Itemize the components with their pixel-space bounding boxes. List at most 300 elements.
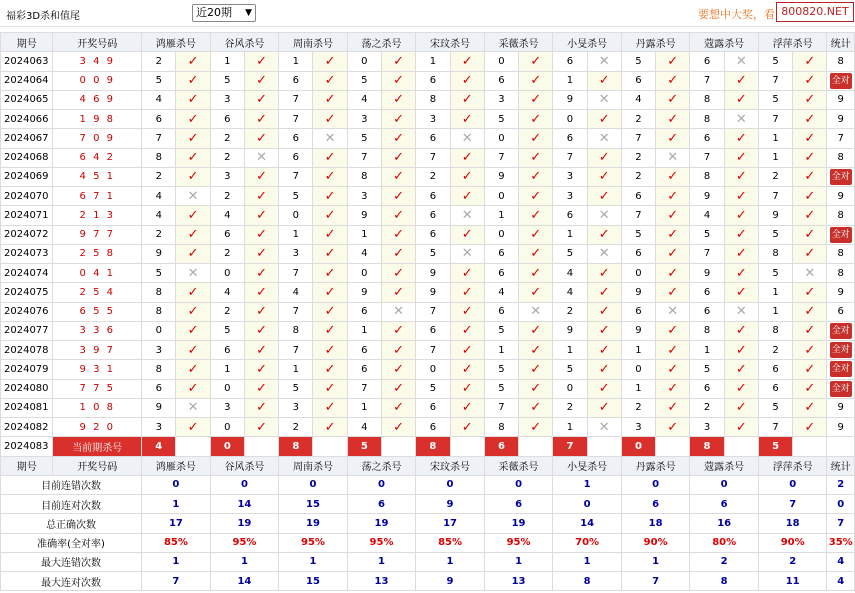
kill-digit-cell: 5 — [690, 360, 724, 379]
kill-digit-cell: 6 — [621, 302, 655, 321]
check-icon: ✓ — [793, 283, 827, 302]
column-header: 浮萍杀号 — [758, 456, 827, 475]
kill-digit-cell: 5 — [621, 52, 655, 71]
check-icon: ✓ — [519, 71, 553, 90]
check-icon: ✓ — [176, 341, 210, 360]
kill-digit-cell: 7 — [621, 129, 655, 148]
check-icon: ✓ — [382, 148, 416, 167]
stats-value: 85% — [416, 533, 485, 552]
stats-value: 0 — [827, 495, 855, 514]
kill-digit-cell: 1 — [416, 52, 450, 71]
check-icon: ✓ — [450, 110, 484, 129]
kill-digit-cell: 5 — [758, 225, 792, 244]
kill-digit-cell: 5 — [690, 225, 724, 244]
table-row — [1, 418, 855, 437]
check-icon: ✓ — [176, 90, 210, 109]
kill-table — [0, 32, 855, 591]
period-cell: 2024079 — [1, 360, 53, 379]
kill-digit-cell: 3 — [210, 398, 244, 417]
stats-value: 14 — [210, 495, 279, 514]
table-row — [1, 148, 855, 167]
kill-digit-cell: 6 — [416, 129, 450, 148]
table-row — [1, 283, 855, 302]
kill-digit-cell: 5 — [484, 379, 518, 398]
period-cell: 2024072 — [1, 225, 53, 244]
column-header: 谷风杀号 — [210, 456, 279, 475]
kill-digit-cell: 2 — [210, 187, 244, 206]
stats-value: 0 — [690, 475, 759, 494]
cross-icon: ✕ — [382, 302, 416, 321]
stats-value: 95% — [210, 533, 279, 552]
kill-digit-cell: 0 — [347, 52, 381, 71]
check-icon: ✓ — [313, 341, 347, 360]
column-header: 蔻露杀号 — [690, 33, 759, 52]
draw-number-cell: 6 7 1 — [53, 187, 142, 206]
check-icon: ✓ — [587, 225, 621, 244]
kill-digit-cell: 6 — [553, 206, 587, 225]
stats-value: 15 — [279, 495, 348, 514]
check-icon: ✓ — [313, 398, 347, 417]
check-icon: ✓ — [793, 225, 827, 244]
kill-digit-cell: 7 — [279, 302, 313, 321]
check-icon: ✓ — [656, 71, 690, 90]
column-header: 蔻露杀号 — [690, 456, 759, 475]
period-cell: 2024070 — [1, 187, 53, 206]
stats-value: 14 — [210, 572, 279, 591]
stats-value: 8 — [690, 572, 759, 591]
check-icon: ✓ — [382, 71, 416, 90]
check-icon: ✓ — [244, 129, 278, 148]
empty-cell — [519, 437, 553, 456]
kill-digit-cell: 2 — [553, 302, 587, 321]
draw-number-cell: 6 5 5 — [53, 302, 142, 321]
stats-value: 2 — [827, 475, 855, 494]
stat-cell: 9 — [827, 187, 855, 206]
cross-icon: ✕ — [450, 244, 484, 263]
check-icon: ✓ — [176, 52, 210, 71]
check-icon: ✓ — [244, 187, 278, 206]
kill-digit-cell: 4 — [347, 418, 381, 437]
draw-number-cell: 9 7 7 — [53, 225, 142, 244]
check-icon: ✓ — [656, 187, 690, 206]
column-header: 荡之杀号 — [347, 456, 416, 475]
kill-digit-cell: 7 — [279, 264, 313, 283]
check-icon: ✓ — [587, 283, 621, 302]
check-icon: ✓ — [724, 360, 758, 379]
check-icon: ✓ — [724, 148, 758, 167]
draw-number-cell: 4 5 1 — [53, 167, 142, 186]
empty-cell — [382, 437, 416, 456]
kill-digit-cell: 1 — [553, 341, 587, 360]
stat-cell: 9 — [827, 110, 855, 129]
stats-label: 准确率(全对率) — [1, 533, 142, 552]
draw-number-cell: 3 4 9 — [53, 52, 142, 71]
check-icon: ✓ — [519, 283, 553, 302]
check-icon: ✓ — [176, 129, 210, 148]
check-icon: ✓ — [450, 341, 484, 360]
kill-digit-cell: 1 — [758, 302, 792, 321]
draw-number-cell: 7 0 9 — [53, 129, 142, 148]
kill-digit-cell: 5 — [758, 264, 792, 283]
kill-digit-cell: 3 — [690, 418, 724, 437]
stats-value: 7 — [142, 572, 211, 591]
column-header: 开奖号码 — [53, 456, 142, 475]
check-icon: ✓ — [450, 418, 484, 437]
kill-digit-cell: 6 — [416, 187, 450, 206]
check-icon: ✓ — [724, 264, 758, 283]
stats-value: 1 — [553, 552, 622, 571]
kill-digit-cell: 1 — [553, 71, 587, 90]
stats-value: 16 — [690, 514, 759, 533]
period-cell: 2024064 — [1, 71, 53, 90]
kill-digit-cell: 7 — [758, 71, 792, 90]
kill-digit-cell: 5 — [484, 321, 518, 340]
empty-cell — [793, 437, 827, 456]
check-icon: ✓ — [382, 360, 416, 379]
kill-digit-cell: 8 — [758, 244, 792, 263]
current-kill-digit: 5 — [758, 437, 792, 456]
kill-digit-cell: 6 — [553, 129, 587, 148]
check-icon: ✓ — [656, 341, 690, 360]
table-row — [1, 360, 855, 379]
kill-digit-cell: 5 — [347, 71, 381, 90]
stats-value: 1 — [621, 552, 690, 571]
kill-digit-cell: 8 — [279, 321, 313, 340]
all-correct-badge: 全对 — [830, 381, 852, 397]
stats-row — [1, 572, 855, 591]
check-icon: ✓ — [519, 321, 553, 340]
kill-digit-cell: 2 — [210, 302, 244, 321]
check-icon: ✓ — [244, 244, 278, 263]
check-icon: ✓ — [793, 302, 827, 321]
check-icon: ✓ — [244, 206, 278, 225]
check-icon: ✓ — [244, 418, 278, 437]
check-icon: ✓ — [793, 187, 827, 206]
kill-digit-cell: 5 — [210, 71, 244, 90]
stats-value: 0 — [621, 475, 690, 494]
stats-value: 14 — [553, 514, 622, 533]
kill-digit-cell: 3 — [210, 167, 244, 186]
stats-value: 6 — [621, 495, 690, 514]
kill-digit-cell: 4 — [279, 283, 313, 302]
kill-digit-cell: 9 — [621, 283, 655, 302]
kill-digit-cell: 7 — [484, 398, 518, 417]
cross-icon: ✕ — [793, 264, 827, 283]
check-icon: ✓ — [519, 90, 553, 109]
current-kill-digit: 7 — [553, 437, 587, 456]
check-icon: ✓ — [519, 398, 553, 417]
page-title: 福彩3D杀和值尾 — [6, 11, 81, 22]
period-cell: 2024080 — [1, 379, 53, 398]
kill-digit-cell: 3 — [142, 341, 176, 360]
draw-number-cell: 9 2 0 — [53, 418, 142, 437]
check-icon: ✓ — [519, 341, 553, 360]
kill-digit-cell: 5 — [416, 244, 450, 263]
empty-cell — [587, 437, 621, 456]
check-icon: ✓ — [450, 71, 484, 90]
stat-cell: 9 — [827, 398, 855, 417]
current-label: 当前期杀号 — [53, 437, 142, 456]
kill-digit-cell: 4 — [690, 206, 724, 225]
kill-digit-cell: 7 — [416, 148, 450, 167]
stats-value: 13 — [347, 572, 416, 591]
kill-digit-cell: 6 — [347, 360, 381, 379]
kill-digit-cell: 7 — [690, 244, 724, 263]
check-icon: ✓ — [587, 110, 621, 129]
draw-number-cell: 9 3 1 — [53, 360, 142, 379]
kill-digit-cell: 6 — [279, 148, 313, 167]
kill-digit-cell: 8 — [690, 90, 724, 109]
check-icon: ✓ — [656, 167, 690, 186]
kill-digit-cell: 6 — [416, 71, 450, 90]
check-icon: ✓ — [244, 225, 278, 244]
kill-digit-cell: 5 — [758, 52, 792, 71]
check-icon: ✓ — [244, 167, 278, 186]
stats-label: 目前连错次数 — [1, 475, 142, 494]
stats-label: 目前连对次数 — [1, 495, 142, 514]
cross-icon: ✕ — [724, 302, 758, 321]
check-icon: ✓ — [313, 321, 347, 340]
stats-value: 1 — [484, 552, 553, 571]
kill-digit-cell: 0 — [484, 187, 518, 206]
check-icon: ✓ — [450, 283, 484, 302]
check-icon: ✓ — [724, 398, 758, 417]
check-icon: ✓ — [244, 302, 278, 321]
period-select[interactable] — [192, 4, 256, 22]
table-row — [1, 341, 855, 360]
kill-digit-cell: 6 — [347, 302, 381, 321]
kill-digit-cell: 2 — [621, 148, 655, 167]
empty-cell — [450, 437, 484, 456]
cross-icon: ✕ — [587, 244, 621, 263]
check-icon: ✓ — [587, 264, 621, 283]
stats-value: 4 — [827, 552, 855, 571]
stats-value: 1 — [210, 552, 279, 571]
table-row — [1, 398, 855, 417]
cross-icon: ✕ — [176, 187, 210, 206]
column-header: 鸿雁杀号 — [142, 456, 211, 475]
kill-digit-cell: 3 — [279, 244, 313, 263]
kill-digit-cell: 5 — [758, 398, 792, 417]
stats-value: 17 — [416, 514, 485, 533]
kill-digit-cell: 8 — [142, 302, 176, 321]
kill-digit-cell: 1 — [279, 52, 313, 71]
stats-value: 0 — [279, 475, 348, 494]
stats-value: 18 — [621, 514, 690, 533]
kill-digit-cell: 0 — [484, 225, 518, 244]
draw-number-cell: 2 5 4 — [53, 283, 142, 302]
column-header: 小旻杀号 — [553, 33, 622, 52]
check-icon: ✓ — [450, 148, 484, 167]
check-icon: ✓ — [519, 264, 553, 283]
empty-cell — [656, 437, 690, 456]
kill-digit-cell: 9 — [690, 187, 724, 206]
kill-digit-cell: 0 — [484, 52, 518, 71]
check-icon: ✓ — [724, 418, 758, 437]
column-header: 宋玟杀号 — [416, 33, 485, 52]
empty-cell — [244, 437, 278, 456]
stats-value: 0 — [484, 475, 553, 494]
table-row — [1, 129, 855, 148]
kill-digit-cell: 9 — [553, 321, 587, 340]
cross-icon: ✕ — [656, 148, 690, 167]
stats-value: 15 — [279, 572, 348, 591]
period-cell: 2024076 — [1, 302, 53, 321]
stat-cell: 9 — [827, 418, 855, 437]
kill-digit-cell: 7 — [553, 148, 587, 167]
check-icon: ✓ — [382, 341, 416, 360]
kill-digit-cell: 2 — [210, 148, 244, 167]
kill-digit-cell: 1 — [210, 360, 244, 379]
empty-cell — [313, 437, 347, 456]
stats-value: 1 — [279, 552, 348, 571]
all-correct-badge: 全对 — [830, 73, 852, 89]
stat-cell: 7 — [827, 129, 855, 148]
kill-digit-cell: 1 — [347, 398, 381, 417]
kill-digit-cell: 2 — [142, 225, 176, 244]
site-badge[interactable]: 800820.NET — [776, 2, 854, 22]
check-icon: ✓ — [382, 110, 416, 129]
check-icon: ✓ — [176, 167, 210, 186]
kill-digit-cell: 1 — [553, 418, 587, 437]
check-icon: ✓ — [793, 360, 827, 379]
check-icon: ✓ — [519, 418, 553, 437]
kill-digit-cell: 4 — [210, 206, 244, 225]
period-cell: 2024065 — [1, 90, 53, 109]
check-icon: ✓ — [450, 225, 484, 244]
kill-digit-cell: 9 — [416, 283, 450, 302]
stats-value: 35% — [827, 533, 855, 552]
check-icon: ✓ — [656, 244, 690, 263]
check-icon: ✓ — [656, 110, 690, 129]
check-icon: ✓ — [519, 244, 553, 263]
check-icon: ✓ — [450, 52, 484, 71]
stats-value: 6 — [347, 495, 416, 514]
check-icon: ✓ — [313, 225, 347, 244]
period-cell: 2024069 — [1, 167, 53, 186]
check-icon: ✓ — [587, 360, 621, 379]
kill-digit-cell: 8 — [758, 321, 792, 340]
check-icon: ✓ — [382, 283, 416, 302]
check-icon: ✓ — [450, 302, 484, 321]
check-icon: ✓ — [382, 129, 416, 148]
kill-digit-cell: 0 — [279, 206, 313, 225]
stats-value: 2 — [690, 552, 759, 571]
kill-digit-cell: 7 — [142, 129, 176, 148]
kill-digit-cell: 2 — [690, 398, 724, 417]
stats-value: 85% — [142, 533, 211, 552]
cross-icon: ✕ — [587, 90, 621, 109]
kill-digit-cell: 9 — [553, 90, 587, 109]
kill-digit-cell: 3 — [279, 398, 313, 417]
stat-cell — [827, 225, 855, 244]
empty-cell — [827, 437, 855, 456]
stats-value: 95% — [347, 533, 416, 552]
kill-digit-cell: 7 — [279, 341, 313, 360]
stats-value: 95% — [484, 533, 553, 552]
current-kill-digit: 0 — [621, 437, 655, 456]
kill-digit-cell: 5 — [279, 379, 313, 398]
stats-value: 13 — [484, 572, 553, 591]
kill-digit-cell: 6 — [279, 129, 313, 148]
cross-icon: ✕ — [587, 52, 621, 71]
check-icon: ✓ — [244, 264, 278, 283]
check-icon: ✓ — [656, 90, 690, 109]
kill-digit-cell: 6 — [690, 283, 724, 302]
check-icon: ✓ — [724, 129, 758, 148]
cross-icon: ✕ — [244, 148, 278, 167]
kill-digit-cell: 2 — [210, 244, 244, 263]
kill-digit-cell: 0 — [210, 379, 244, 398]
table-row — [1, 90, 855, 109]
kill-digit-cell: 5 — [553, 360, 587, 379]
stats-value: 19 — [484, 514, 553, 533]
column-header: 统计 — [827, 456, 855, 475]
check-icon: ✓ — [176, 360, 210, 379]
kill-digit-cell: 1 — [210, 52, 244, 71]
check-icon: ✓ — [176, 379, 210, 398]
promo-text[interactable]: 要想中大奖，看 — [698, 8, 775, 21]
stats-value: 4 — [827, 572, 855, 591]
kill-digit-cell: 5 — [142, 71, 176, 90]
kill-digit-cell: 4 — [553, 283, 587, 302]
check-icon: ✓ — [176, 418, 210, 437]
kill-digit-cell: 6 — [690, 379, 724, 398]
all-correct-badge: 全对 — [830, 323, 852, 339]
kill-digit-cell: 5 — [416, 379, 450, 398]
check-icon: ✓ — [244, 71, 278, 90]
kill-digit-cell: 8 — [690, 167, 724, 186]
kill-digit-cell: 1 — [347, 321, 381, 340]
current-kill-digit: 6 — [484, 437, 518, 456]
check-icon: ✓ — [587, 148, 621, 167]
stat-cell: 9 — [827, 90, 855, 109]
draw-number-cell: 0 4 1 — [53, 264, 142, 283]
stats-value: 8 — [553, 572, 622, 591]
kill-digit-cell: 7 — [484, 148, 518, 167]
stats-value: 9 — [416, 495, 485, 514]
kill-digit-cell: 1 — [484, 206, 518, 225]
check-icon: ✓ — [382, 187, 416, 206]
check-icon: ✓ — [793, 321, 827, 340]
stat-cell — [827, 379, 855, 398]
check-icon: ✓ — [587, 302, 621, 321]
stat-cell — [827, 360, 855, 379]
kill-digit-cell: 2 — [553, 398, 587, 417]
column-header: 宋玟杀号 — [416, 456, 485, 475]
check-icon: ✓ — [382, 167, 416, 186]
check-icon: ✓ — [244, 341, 278, 360]
column-header: 荡之杀号 — [347, 33, 416, 52]
check-icon: ✓ — [587, 167, 621, 186]
stats-row — [1, 514, 855, 533]
all-correct-badge: 全对 — [830, 169, 852, 185]
check-icon: ✓ — [793, 148, 827, 167]
check-icon: ✓ — [176, 110, 210, 129]
cross-icon: ✕ — [587, 129, 621, 148]
draw-number-cell: 2 1 3 — [53, 206, 142, 225]
check-icon: ✓ — [519, 167, 553, 186]
check-icon: ✓ — [313, 110, 347, 129]
stats-value: 7 — [758, 495, 827, 514]
period-cell: 2024068 — [1, 148, 53, 167]
kill-digit-cell: 7 — [347, 379, 381, 398]
stats-value: 19 — [347, 514, 416, 533]
check-icon: ✓ — [587, 187, 621, 206]
stat-cell: 9 — [827, 283, 855, 302]
cross-icon: ✕ — [176, 398, 210, 417]
kill-digit-cell: 3 — [484, 90, 518, 109]
